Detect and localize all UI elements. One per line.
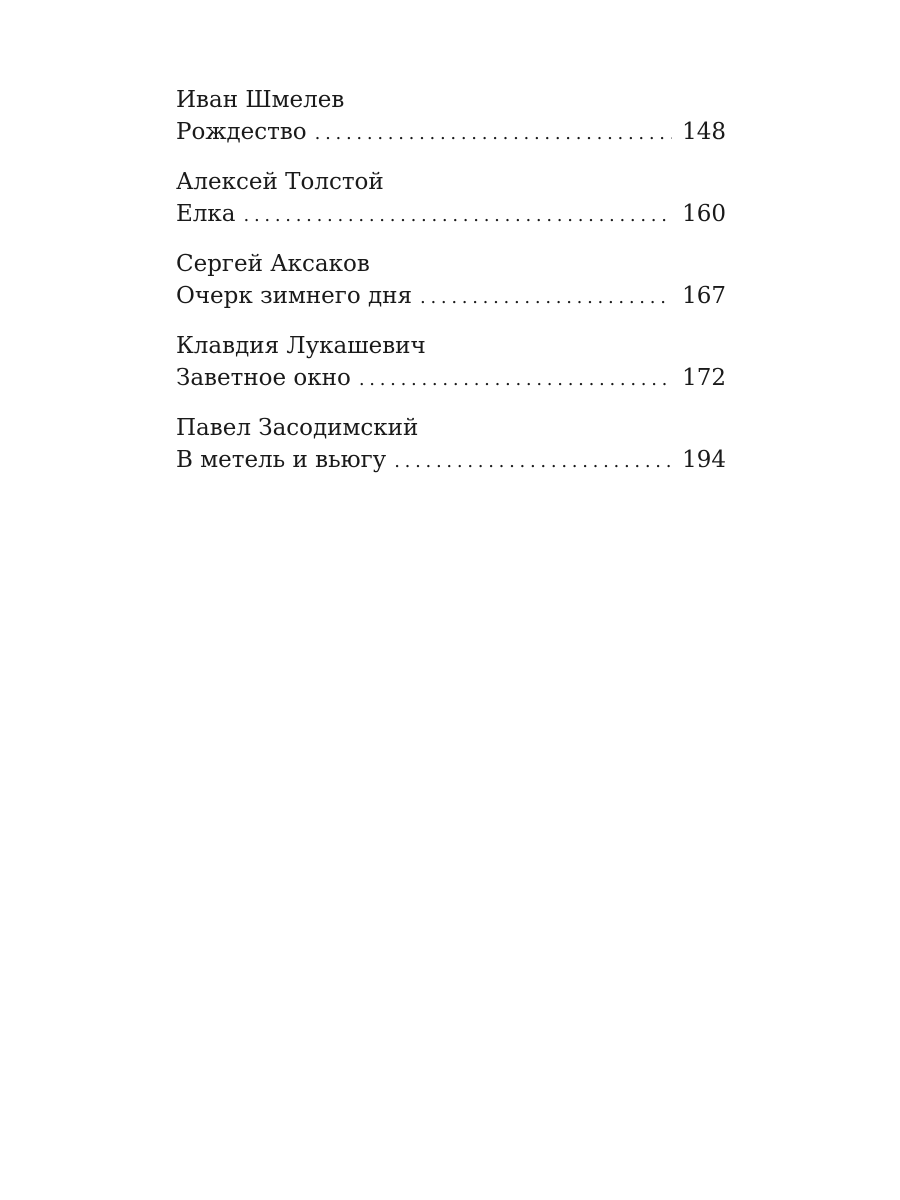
toc-leader-dots: [315, 118, 672, 150]
toc-author: Клавдия Лукашевич: [176, 333, 426, 359]
toc-entry: [176, 166, 726, 230]
toc-entry: [176, 412, 726, 476]
toc-leader-dots: [244, 200, 673, 232]
toc-line[interactable]: [176, 116, 726, 148]
toc-page-number: 167: [682, 283, 726, 309]
toc-leader-dots: [359, 364, 672, 396]
toc-line[interactable]: [176, 198, 726, 230]
toc-entry: [176, 330, 726, 394]
toc-page-number: 194: [682, 447, 726, 473]
toc-author: Сергей Аксаков: [176, 251, 370, 277]
toc-title: Очерк зимнего дня: [176, 283, 412, 309]
toc-line[interactable]: [176, 362, 726, 394]
toc-page-number: 172: [682, 365, 726, 391]
toc-leader-dots: [420, 282, 672, 314]
toc-author: Алексей Толстой: [176, 169, 384, 195]
toc-title: Заветное окно: [176, 365, 351, 391]
toc-entry: [176, 84, 726, 148]
toc-page-number: 148: [682, 119, 726, 145]
toc-title: Рождество: [176, 119, 307, 145]
toc-entry: [176, 248, 726, 312]
toc-author: Иван Шмелев: [176, 87, 345, 113]
toc-title: Елка: [176, 201, 236, 227]
toc-author: Павел Засодимский: [176, 415, 419, 441]
toc-title: В метель и вьюгу: [176, 447, 387, 473]
toc-page-number: 160: [682, 201, 726, 227]
toc-line[interactable]: [176, 444, 726, 476]
toc-line[interactable]: [176, 280, 726, 312]
toc-leader-dots: [394, 446, 672, 478]
table-of-contents: [176, 84, 726, 494]
